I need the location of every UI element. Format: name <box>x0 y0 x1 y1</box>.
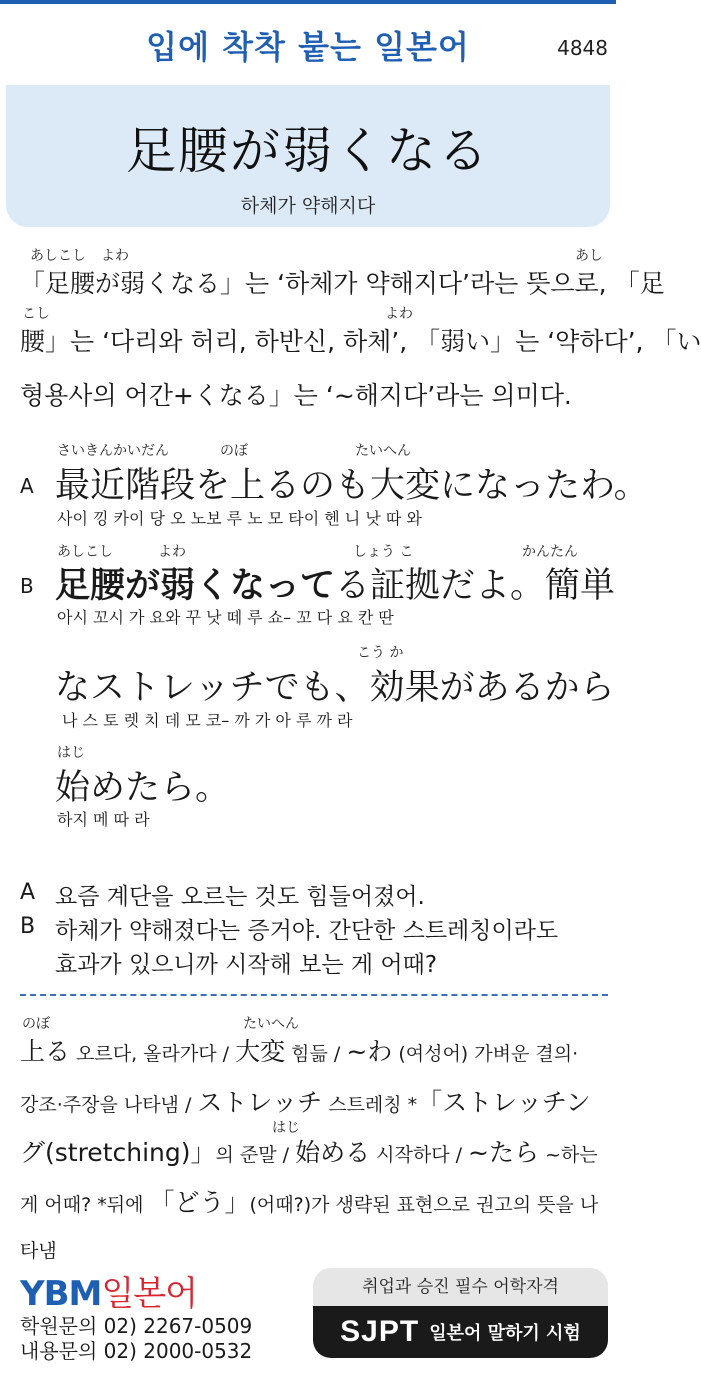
series-title: 입에 착착 붙는 일본어 <box>146 28 470 66</box>
furigana: こう か <box>357 645 404 661</box>
hero-box <box>6 85 610 227</box>
sjpt-logo: SJPT <box>340 1315 420 1348</box>
furigana: あしこし <box>57 544 113 560</box>
sjpt-tagline: 취업과 승진 필수 어학자격 <box>313 1268 608 1306</box>
pronunciation: 하지 메 따 라 <box>57 810 150 829</box>
furigana: よわ <box>158 544 186 560</box>
contact-academy: 학원문의 02) 2267-0509 <box>20 1314 253 1338</box>
pronunciation: 나 스 토 렛 치 데 모 코– 까 가 아 루 까 라 <box>62 711 353 730</box>
explanation-line: 형용사의 어간+くなる」는 ‘~해지다’라는 의미다. <box>20 381 572 410</box>
dialogue-a-line: 最近階段を上るのも大変になったわ。 <box>55 466 649 506</box>
dialogue-b-highlight: 足腰が弱くなって <box>55 566 336 606</box>
hero-title: 足腰が弱くなる <box>126 122 490 180</box>
top-rule <box>0 0 616 4</box>
speaker-a: A <box>20 474 34 498</box>
pronunciation: 사이 낑 카이 당 오 노보 루 노 모 타이 헨 니 낫 따 와 <box>57 509 422 528</box>
pronunciation: 아시 꼬시 가 요와 꾸 낫 떼 루 쇼– 꼬 다 요 칸 딴 <box>57 608 394 627</box>
speaker-a: A <box>20 880 36 905</box>
contact-content: 내용문의 02) 2000-0532 <box>20 1339 253 1363</box>
translation-a: 요즘 계단을 오르는 것도 힘들어졌어. <box>55 884 425 910</box>
sjpt-banner <box>313 1268 608 1360</box>
furigana: たいへん <box>355 443 411 459</box>
vocab-line: グ(stretching)」의 준말 / 始める 시작하다 / ~たら ~하는 <box>20 1138 598 1167</box>
dialogue-b-line: る証拠だよ。簡単 <box>335 566 616 606</box>
hero-subtitle: 하체가 약해지다 <box>240 195 376 217</box>
vocab-line: 게 어때? *뒤에 「どう」(어때?)가 생략된 표현으로 권고의 뜻을 나 <box>20 1188 599 1217</box>
furigana: はじ <box>272 1120 300 1136</box>
furigana: たいへん <box>243 1016 299 1032</box>
vocab-line: 上る 오르다, 올라가다 / 大変 힘듦 / ~わ (여성어) 가벼운 결의· <box>20 1037 579 1066</box>
explanation-line: 「足腰が弱くなる」는 ‘하체가 약해지다’라는 뜻으로, 「足 <box>20 269 665 298</box>
speaker-b: B <box>20 914 36 939</box>
issue-number: 4848 <box>557 36 608 60</box>
explanation-line: 腰」는 ‘다리와 허리, 하반신, 하체’, 「弱い」는 ‘약하다’, 「い <box>20 327 701 356</box>
translation-b: 하체가 약해졌다는 증거야. 간단한 스트레칭이라도 <box>55 918 559 944</box>
speaker-b: B <box>20 574 34 598</box>
dialogue-b-line: 始めたら。 <box>55 768 231 808</box>
furigana: あし <box>575 248 603 264</box>
furigana: のぼ <box>220 443 248 459</box>
furigana: こし <box>22 306 50 322</box>
translation-b: 효과가 있으니까 시작해 보는 게 어때? <box>55 952 438 978</box>
furigana: あしこし <box>30 248 86 264</box>
divider <box>20 994 608 996</box>
sjpt-name: 일본어 말하기 시험 <box>429 1323 581 1344</box>
vocab-line: 강조·주장을 나타냄 / ストレッチ 스트레칭 *「ストレッチン <box>20 1088 591 1117</box>
furigana: よわ <box>101 248 129 264</box>
dialogue-b-line: なストレッチでも、効果があるから <box>55 668 615 708</box>
furigana: しょう こ <box>353 544 414 560</box>
vocab-line: 타냄 <box>20 1240 57 1262</box>
furigana: のぼ <box>22 1016 50 1032</box>
furigana: さいきんかいだん <box>57 443 169 459</box>
furigana: はじ <box>57 745 85 761</box>
furigana: かんたん <box>522 544 578 560</box>
furigana: よわ <box>385 306 413 322</box>
ybm-logo: YBM일본어 <box>20 1274 197 1314</box>
